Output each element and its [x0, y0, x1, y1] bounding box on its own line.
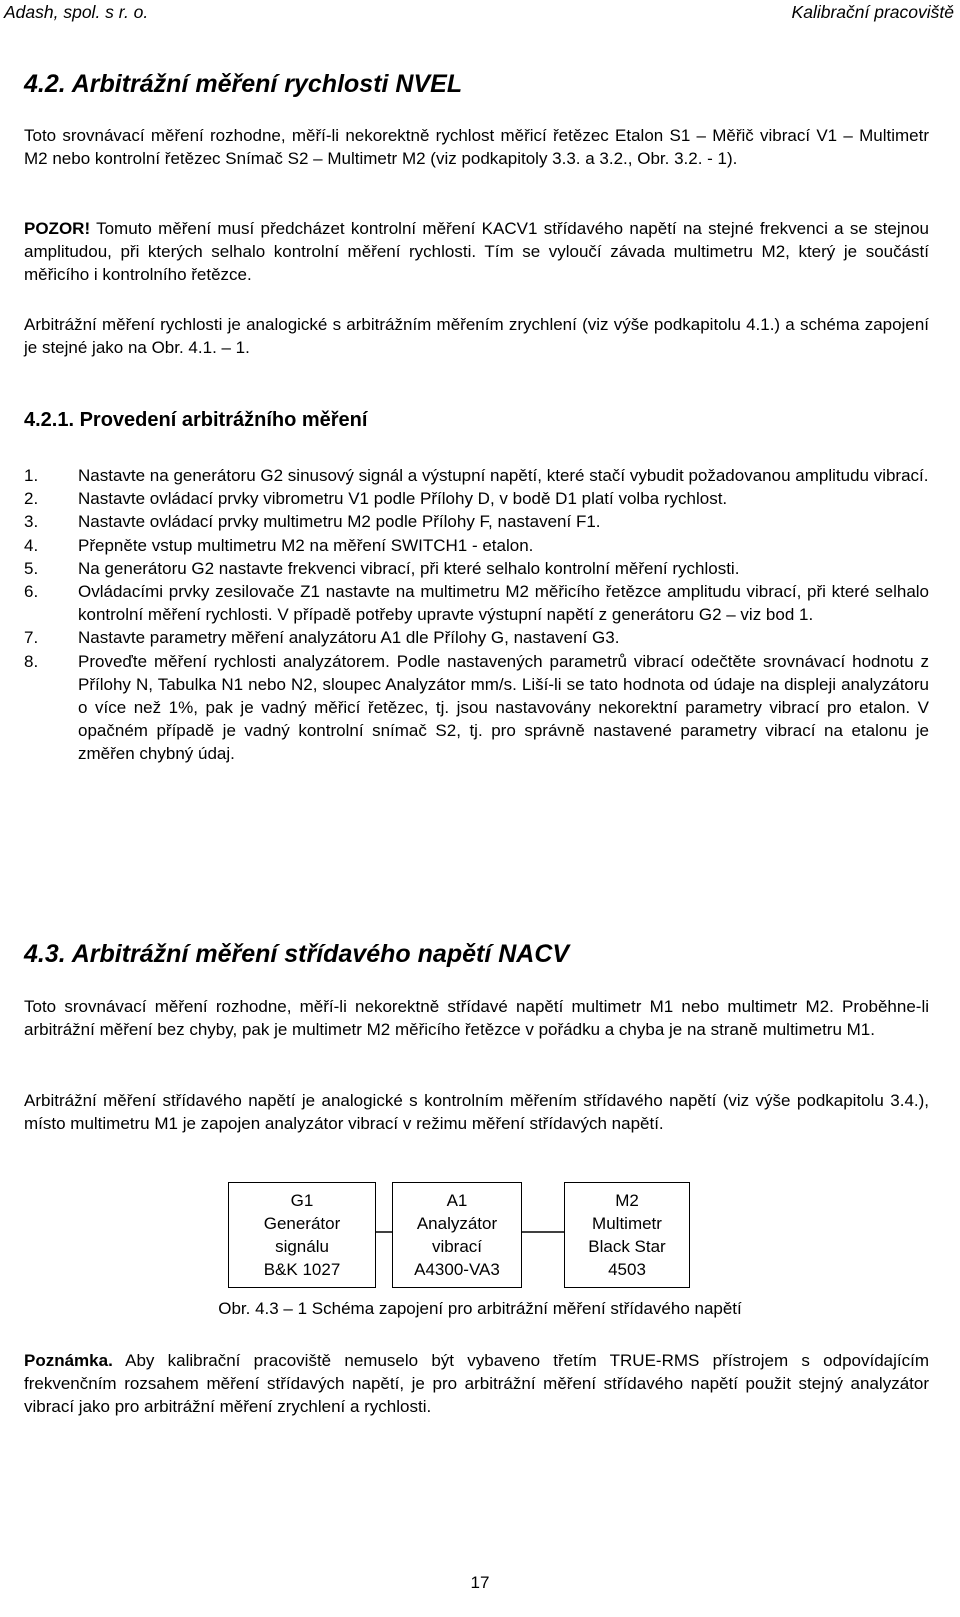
section-4-3-analog: Arbitrážní měření střídavého napětí je analogické s kontrolním měřením střídavého napětí (viz výše podkapitolu 3.4.), místo multimetru M1 je zapojen analyzátor vibrací v režimu měření střídavých napětí. — [24, 1091, 929, 1134]
header-title: Kalibrační pracoviště — [791, 2, 954, 22]
list-item: 2. Nastavte ovládací prvky vibrometru V1 podle Přílohy D, v bodě D1 platí volba rychlost. — [24, 489, 728, 509]
list-item: 5. Na generátoru G2 nastavte frekvenci vibrací, při které selhalo kontrolní měření rychlosti. — [24, 558, 740, 578]
section-4-2-analog: Arbitrážní měření rychlosti je analogické s arbitrážním měřením zrychlení (viz výše podkapitolu 4.1.) a schéma zapojení je stejné jako na Obr. 4.1. – 1. — [24, 315, 929, 358]
section-4-2-title: 4.2. Arbitrážní měření rychlosti NVEL — [24, 70, 463, 98]
note-paragraph — [24, 1349, 929, 1419]
diagram-box-multimeter: M2 Multimetr Black Star 4503 — [564, 1182, 690, 1288]
header-company: Adash, spol. s r. o. — [4, 2, 149, 22]
list-item: 3. Nastavte ovládací prvky multimetru M2 podle Přílohy F, nastavení F1. — [24, 512, 601, 532]
page-number: 17 — [470, 1573, 490, 1592]
diagram-box-analyzer: A1 Analyzátor vibrací A4300-VA3 — [392, 1182, 522, 1288]
list-item: 4. Přepněte vstup multimetru M2 na měření SWITCH1 - etalon. — [24, 535, 534, 555]
steps-list — [24, 464, 929, 766]
list-item: 7. Nastavte parametry měření analyzátoru A1 dle Přílohy G, nastavení G3. — [24, 628, 620, 648]
warning-lead: POZOR! — [24, 219, 91, 238]
diagram-caption: Obr. 4.3 – 1 Schéma zapojení pro arbitrážní měření střídavého napětí — [218, 1299, 742, 1318]
list-item: 8. Proveďte měření rychlosti analyzátorem. Podle nastavených parametrů vibrací odečtěte srovnávací hodnotu z Přílohy N, Tabulka N1 nebo N2, sloupec Analyzátor mm/s. Liší-li se tato hodnota od údaje na displeji analyzátoru o více než 1%, pak je vadný měřicí řetězec, tj. jsou nastavovány nekorektní parametry vibrací pro etalon. V opačném případě je vadný kontrolní snímač S2, tj. pro správně nastavené parametry vibrací na etalonu je změřen chybný údaj. — [24, 651, 929, 764]
diagram-box-generator: G1 Generátor signálu B&K 1027 — [228, 1182, 376, 1288]
list-item: 1. Nastavte na generátoru G2 sinusový signál a výstupní napětí, které stačí vybudit požadovanou amplitudu vibrací. — [24, 466, 929, 485]
list-item: 6. Ovládacími prvky zesilovače Z1 nastavte na multimetru M2 měřicího řetězce amplitudu vibrací, při které selhalo kontrolní měření rychlosti. V případě potřeby upravte výstupní napětí z generátoru G2 – viz bod 1. — [24, 582, 929, 625]
section-4-2-1-title: 4.2.1. Provedení arbitrážního měření — [24, 409, 368, 431]
warning-text: Tomuto měření musí předcházet kontrolní měření KACV1 střídavého napětí na stejné frekvenci a se stejnou amplitudou, při kterých selhalo kontrolní měření rychlosti. Tím se vyloučí závada multimetru M2, který je součástí měřicího i kontrolního řetězce. — [24, 219, 929, 285]
section-4-2-intro: Toto srovnávací měření rozhodne, měří-li nekorektně rychlost měřicí řetězec Etalon S1 – Měřič vibrací V1 – Multimetr M2 nebo kontrolní řetězec Snímač S2 – Multimetr M2 (viz podkapitoly 3.3. a 3.2., Obr. 3.2. - 1). — [24, 126, 929, 169]
connector-arrow-1 — [376, 1226, 392, 1238]
section-4-3-title: 4.3. Arbitrážní měření střídavého napětí NACV — [24, 940, 570, 968]
note-text: Aby kalibrační pracoviště nemuselo být vybaveno třetím TRUE-RMS přístrojem s odpovídajícím frekvenčním rozsahem měření střídavých napětí, je pro arbitrážní měření střídavého napětí použit stejný analyzátor vibrací jako pro arbitrážní měření zrychlení a rychlosti. — [24, 1351, 929, 1417]
connector-arrow-2 — [522, 1226, 564, 1238]
section-4-2-warning — [24, 217, 929, 287]
note-lead: Poznámka. — [24, 1351, 113, 1370]
section-4-3-intro: Toto srovnávací měření rozhodne, měří-li nekorektně střídavé napětí multimetr M1 nebo multimetr M2. Proběhne-li arbitrážní měření bez chyby, pak je multimetr M2 měřicího řetězce v pořádku a chyba je na straně multimetru M1. — [24, 997, 929, 1040]
